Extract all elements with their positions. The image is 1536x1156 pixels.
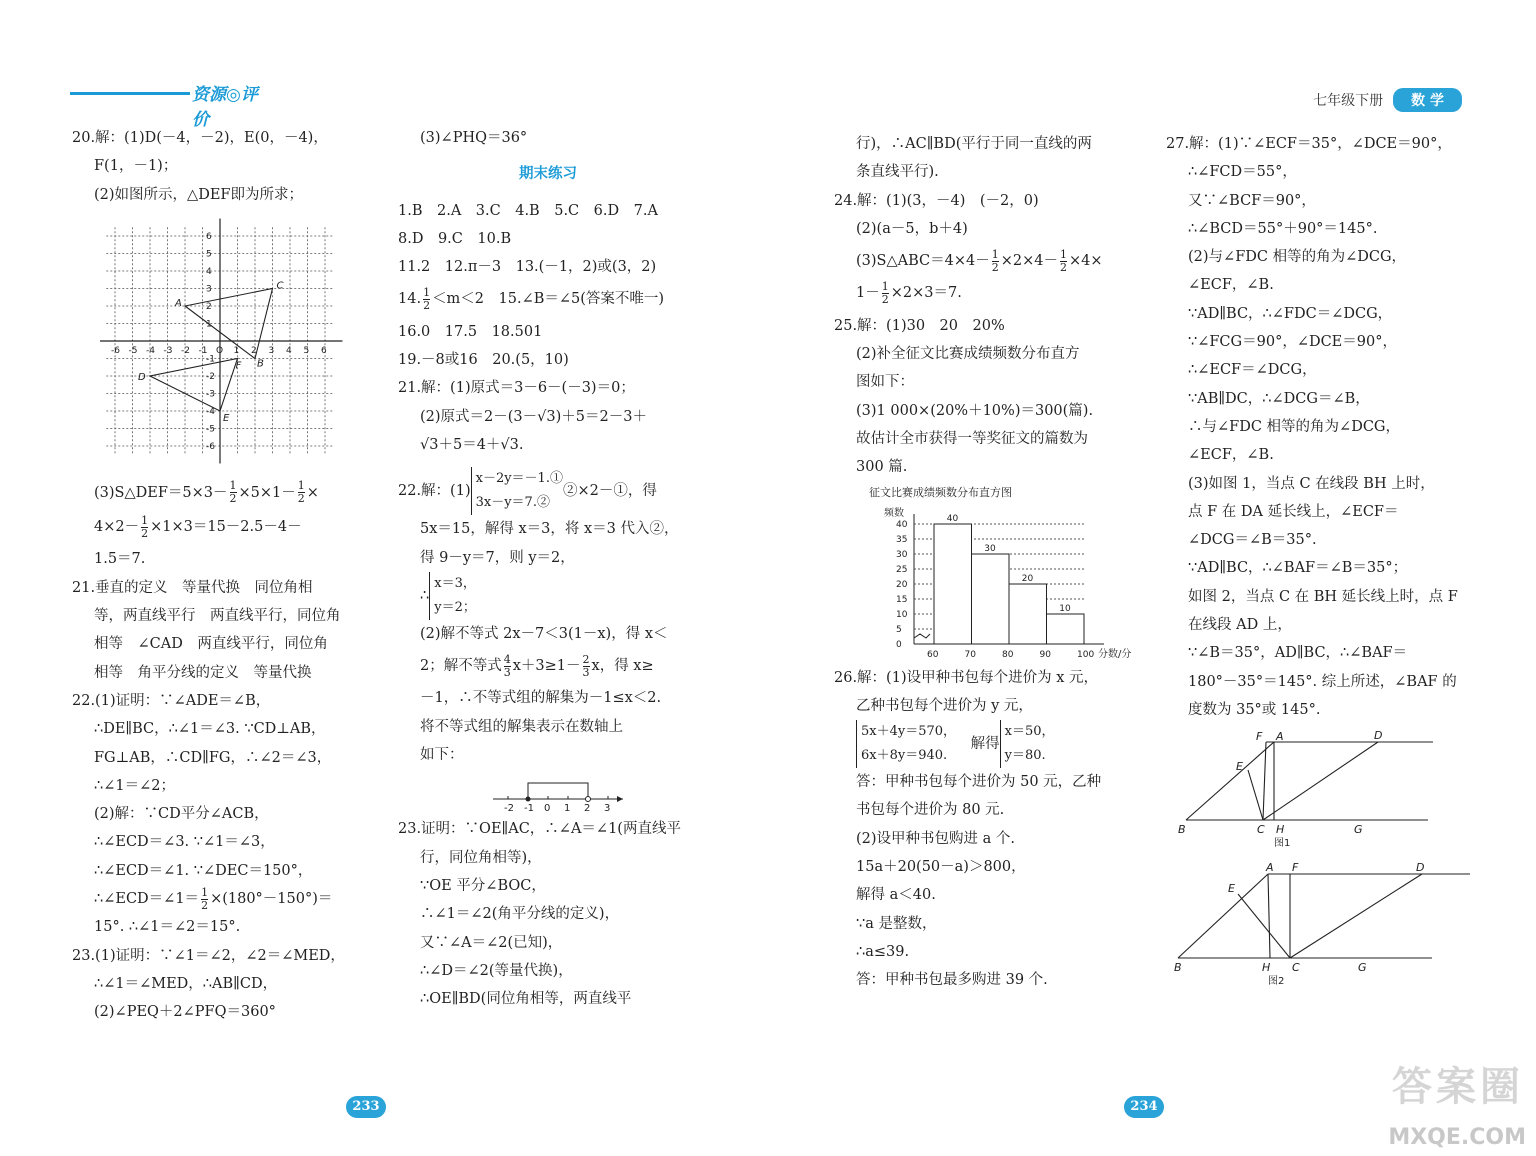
answers-line-8: (2)原式＝2－(3－√3)＋5＝2－3＋ <box>420 408 647 425</box>
left-column-1 <box>72 124 372 1027</box>
y-tick-label: 10 <box>896 609 908 620</box>
q20-part3-cont: 4×2－ $\frac{1}{2}$ ×1×3＝15－2.5－4－ <box>94 513 302 540</box>
answers-line-7: 21.解：(1)原式＝3－6－(－3)＝0； <box>398 380 635 397</box>
number-line-label: 0 <box>544 803 551 814</box>
y-tick-label: 4 <box>206 266 212 277</box>
number-line-label: -2 <box>504 803 514 814</box>
q26-line-4: 书包每个进价为 80 元. <box>856 802 1005 819</box>
q22b-line-5: －1，∴不等式组的解集为－1≤x＜2. <box>420 690 662 707</box>
q22-line-8: ∴∠ECD＝∠1＝ $\frac{1}{2}$ ×(180°－150°)＝ <box>94 885 333 912</box>
q26-line-7: 解得 a＜40. <box>856 887 936 904</box>
q27-line-10: ∵AB∥DC，∴∠DCG＝∠B， <box>1188 390 1370 407</box>
left-column-2 <box>398 124 698 1013</box>
solution-interval <box>528 783 588 799</box>
q27-line-20: 180°－35°＝145°. 综上所述，∠BAF 的 <box>1188 673 1457 690</box>
q24-line-2: (2)(a－5，b＋4) <box>856 220 968 237</box>
q22b-line-7: 如下： <box>420 747 464 764</box>
x-tick-label: -1 <box>198 345 208 356</box>
q27-line-18: 在线段 AD 上， <box>1188 617 1292 634</box>
subject-badge: 数 学 <box>1393 88 1462 112</box>
x-axis-label: 分数/分 <box>1098 648 1132 660</box>
segment-ec <box>1248 770 1263 820</box>
open-endpoint <box>586 797 591 802</box>
point-label-d: D <box>1374 729 1383 742</box>
segment-ah <box>1268 874 1270 958</box>
q27-line-1: 27.解：(1)∵∠ECF＝35°，∠DCE＝90°， <box>1166 136 1452 152</box>
page-number-right: 234 <box>1124 1096 1164 1118</box>
r-top-2: 条直线平行). <box>856 164 939 181</box>
q25-line-5: 故估计全市获得一等奖征文的篇数为 <box>856 430 1088 447</box>
segment-cd <box>1263 742 1378 820</box>
y-tick-label: 1 <box>206 319 212 330</box>
header-logo: 资源◎评价 <box>70 80 260 108</box>
y-tick-label: -3 <box>206 389 215 400</box>
chart-title: 征文比赛成绩频数分布直方图 <box>869 485 1012 499</box>
bar-value-label: 40 <box>946 513 959 524</box>
answers-line-1: 1.B 2.A 3.C 4.B 5.C 6.D 7.A <box>398 202 658 219</box>
section-title: 期末练习 <box>519 165 577 183</box>
q27-line-12: ∠ECF，∠B. <box>1188 447 1274 464</box>
coordinate-grid <box>100 213 370 473</box>
y-tick-label: 30 <box>896 549 908 560</box>
x-tick-label: 2 <box>251 345 257 356</box>
answers-line-2: 8.D 9.C 10.B <box>398 230 512 247</box>
q20-part3: (3)S△DEF＝5×3－ $\frac{1}{2}$ ×5×1－ $\frac{1}{2}$ × <box>94 479 319 506</box>
q23-line-3: (2)∠PEQ＋2∠PFQ＝360° <box>94 1004 276 1021</box>
q27-line-6: ∠ECF，∠B. <box>1188 277 1274 294</box>
point-label-c: C <box>276 280 284 292</box>
histogram-chart <box>864 484 1134 664</box>
q27-line-2: ∴∠FCD＝55°， <box>1188 164 1297 181</box>
q27-line-3: 又∵∠BCF＝90°， <box>1188 192 1316 209</box>
q27-line-4: ∴∠BCD＝55°＋90°＝145°. <box>1188 220 1378 237</box>
point-label-e: E <box>1228 882 1235 895</box>
y-tick-label: 3 <box>206 284 212 295</box>
watermark: MXQE.COM <box>1388 1125 1526 1150</box>
q22-line-3: FG⊥AB，∴CD∥FG，∴∠2＝∠3， <box>94 749 332 766</box>
q25-line-2: (2)补全征文比赛成绩频数分布直方 <box>856 346 1080 363</box>
q22-line-1: 22.(1)证明：∵∠ADE＝∠B， <box>72 692 271 709</box>
q24-line-4: 1－ $\frac{1}{2}$ ×2×3＝7. <box>856 279 962 306</box>
x-tick-label: 5 <box>303 345 310 356</box>
x-tick-label: 60 <box>927 649 939 660</box>
right-page <box>768 0 1536 1156</box>
number-line <box>488 773 628 813</box>
q22b-line-4: 2；解不等式 $\frac{4}{3}$ x＋3≥1－ $\frac{2}{3}$ x，得 x≥ <box>420 652 654 679</box>
histogram-bar <box>1047 614 1085 644</box>
x-tick-label: -6 <box>111 345 120 356</box>
number-line-label: 2 <box>584 803 591 814</box>
q27-line-5: (2)与∠FDC 相等的角为∠DCG， <box>1188 249 1407 266</box>
number-line-arrow <box>617 796 623 802</box>
y-tick-label: -2 <box>206 371 215 382</box>
y-tick-label: 5 <box>896 624 902 635</box>
y-tick-label: 0 <box>896 639 902 650</box>
point-label-b: B <box>257 358 264 370</box>
q22-line-2: ∴DE∥BC，∴∠1＝∠3. ∵CD⊥AB， <box>94 721 326 738</box>
answers-line-4: 14. $\frac{1}{2}$ ＜m＜2 15.∠B＝∠5(答案不唯一) <box>398 285 665 312</box>
segment-ba <box>1178 874 1268 958</box>
q21-line-1: 21.垂直的定义 等量代换 同位角相 <box>72 579 313 596</box>
q22-line-7: ∴∠ECD＝∠1. ∵∠DEC＝150°， <box>94 862 313 879</box>
x-tick-label: 90 <box>1039 649 1051 660</box>
q23b-line-7: ∴OE∥BD(同位角相等，两直线平 <box>420 991 632 1008</box>
q27-line-13: (3)如图 1，当点 C 在线段 BH 上时， <box>1188 475 1435 492</box>
q20-part3-end: 1.5＝7. <box>94 551 146 568</box>
right-column-2 <box>1166 130 1476 724</box>
q22b-line-6: 将不等式组的解集表示在数轴上 <box>420 718 623 735</box>
q27-line-11: ∴与∠FDC 相等的角为∠DCG， <box>1188 418 1400 435</box>
figure-2 <box>1172 858 1482 988</box>
y-tick-label: -6 <box>206 441 215 452</box>
q23-part3: (3)∠PHQ＝36° <box>420 130 528 146</box>
bar-value-label: 20 <box>1021 573 1034 584</box>
point-label-f: F <box>235 360 242 372</box>
x-tick-label: -4 <box>146 345 155 356</box>
x-tick-label: 70 <box>964 649 976 660</box>
point-label-g: G <box>1354 823 1363 836</box>
q27-line-9: ∴∠ECF＝∠DCG， <box>1188 362 1317 379</box>
q22-line-9: 15°. ∴∠1＝∠2＝15°. <box>94 919 241 936</box>
number-line-label: 1 <box>564 803 571 814</box>
q27-line-8: ∵∠FCG＝90°，∠DCE＝90°， <box>1188 334 1397 351</box>
x-tick-label: -3 <box>163 345 173 356</box>
q27-line-19: ∵∠B＝35°，AD∥BC，∴∠BAF＝ <box>1188 645 1408 662</box>
q26-line-2: 乙种书包每个进价为 y 元， <box>856 697 1033 714</box>
q22b-solution: ∴ x＝3， y＝2； <box>398 572 698 620</box>
q27-line-21: 度数为 35°或 145°. <box>1188 701 1321 718</box>
x-tick-label: 80 <box>1002 649 1014 660</box>
point-label-d: D <box>138 371 146 383</box>
y-tick-label: -4 <box>206 406 215 417</box>
bar-value-label: 10 <box>1059 603 1071 614</box>
q26-line-6: 15a＋20(50－a)＞800， <box>856 859 1026 876</box>
triangle-def <box>150 358 238 411</box>
segment-ba <box>1186 742 1274 820</box>
point-label-a: A <box>1276 730 1284 743</box>
point-label-c: C <box>1257 823 1265 836</box>
point-label-a: A <box>175 297 182 309</box>
x-tick-label: 3 <box>268 345 275 356</box>
q22-line-6: ∴∠ECD＝∠3. ∵∠1＝∠3， <box>94 834 275 851</box>
q27-line-14: 点 F 在 DA 延长线上，∠ECF＝ <box>1188 503 1399 520</box>
point-label-e: E <box>223 412 230 424</box>
q22-line-4: ∴∠1＝∠2； <box>94 777 175 794</box>
point-label-h: H <box>1262 961 1271 974</box>
answers-line-5: 16.0 17.5 18.501 <box>398 323 543 340</box>
figure-1 <box>1178 728 1478 848</box>
y-tick-label: 40 <box>896 519 908 530</box>
x-tick-label: 100 <box>1077 649 1095 660</box>
q26-line-8: ∵a 是整数， <box>856 915 937 932</box>
segment-ec <box>1238 894 1290 958</box>
q23-line-1: 23.(1)证明：∵∠1＝∠2，∠2＝∠MED， <box>72 947 345 964</box>
q23b-line-5: 又∵∠A＝∠2(已知)， <box>420 934 563 951</box>
q22-line-5: (2)解：∵CD平分∠ACB， <box>94 806 269 823</box>
q27-line-17: 如图 2，当点 C 在 BH 延长线上时，点 F <box>1188 588 1458 605</box>
y-tick-label: -1 <box>206 354 215 365</box>
q25-line-1: 25.解：(1)30 20 20% <box>834 317 1005 334</box>
q27-line-15: ∠DCG＝∠B＝35°. <box>1188 532 1317 549</box>
y-tick-label: 2 <box>206 301 212 312</box>
q25-line-3: 图如下： <box>856 374 914 391</box>
q26-line-10: 答：甲种书包最多购进 39 个. <box>856 972 1048 989</box>
answers-line-3: 11.2 12.π－3 13.(－1，2)或(3，2) <box>398 259 657 276</box>
q26-line-3: 答：甲种书包每个进价为 50 元，乙种 <box>856 774 1102 791</box>
point-label-b: B <box>1174 961 1182 974</box>
answers-line-6: 19.－8或16 20.(5，10) <box>398 352 569 369</box>
q20-line-3: (2)如图所示，△DEF即为所求； <box>94 186 303 203</box>
bar-value-label: 30 <box>984 543 996 554</box>
y-axis-label: 频数 <box>884 507 904 519</box>
q20-line-2: F(1，－1)； <box>94 158 178 175</box>
q26-line-5: (2)设甲种书包购进 a 个. <box>856 830 1016 847</box>
q23b-line-6: ∴∠D＝∠2(等量代换)， <box>420 962 573 979</box>
watermark-cn: 答案圈 <box>1392 1064 1524 1110</box>
header-right <box>1313 88 1462 112</box>
q22b-line-2: 得 9－y＝7，则 y＝2， <box>420 549 575 566</box>
right-column-1 <box>834 130 1144 995</box>
x-tick-label: -2 <box>181 345 190 356</box>
number-line-label: 3 <box>604 803 611 814</box>
point-label-c: C <box>1292 961 1300 974</box>
figure-caption: 图2 <box>1268 976 1285 987</box>
q21-line-2: 等，两直线平行 两直线平行，同位角 <box>94 608 341 625</box>
q26-line-9: ∴a≤39. <box>856 943 910 960</box>
closed-endpoint <box>526 797 531 802</box>
point-label-h: H <box>1276 823 1285 836</box>
q21-line-3: 相等 ∠CAD 两直线平行，同位角 <box>94 636 328 653</box>
segment-cd <box>1290 874 1422 958</box>
y-tick-label: 15 <box>896 594 908 605</box>
segment-fc <box>1263 742 1266 820</box>
x-tick-label: O <box>216 345 224 356</box>
histogram-bar <box>934 524 972 644</box>
histogram-bar <box>1009 584 1047 644</box>
histogram-bar <box>972 554 1010 644</box>
q22b-line-3: (2)解不等式 2x－7＜3(1－x)，得 x＜ <box>420 625 668 642</box>
y-tick-label: 6 <box>206 231 212 242</box>
r-top-1: 行)，∴AC∥BD(平行于同一直线的两 <box>856 136 1092 152</box>
x-tick-label: -5 <box>128 345 138 356</box>
y-tick-label: -5 <box>206 424 215 435</box>
y-tick-label: 25 <box>896 564 908 575</box>
page-number-left: 233 <box>346 1096 386 1118</box>
point-label-a: A <box>1266 861 1274 874</box>
x-tick-label: 4 <box>286 345 292 356</box>
y-tick-label: 35 <box>896 534 908 545</box>
q24-line-1: 24.解：(1)(3，－4) (－2，0) <box>834 192 1039 209</box>
point-label-g: G <box>1358 961 1367 974</box>
q22b-system: 22.解：(1) x－2y＝－1.① 3x－y＝7.② ②×2－①，得 <box>398 467 698 515</box>
q25-line-4: (3)1 000×(20%＋10%)＝300(篇). <box>856 402 1094 419</box>
q20-line-1: 20.解：(1)D(－4，－2)，E(0，－4)， <box>72 130 328 146</box>
q23b-line-4: ∴∠1＝∠2(角平分线的定义)， <box>420 906 620 923</box>
q25-line-6: 300 篇. <box>856 459 908 476</box>
x-tick-label: 1 <box>233 345 240 356</box>
number-line-label: -1 <box>524 803 534 814</box>
y-tick-label: 5 <box>206 249 212 260</box>
point-label-d: D <box>1416 861 1425 874</box>
point-label-f: F <box>1256 730 1263 743</box>
point-label-b: B <box>1178 823 1186 836</box>
grade-label: 七年级下册 <box>1313 93 1384 109</box>
figure-caption: 图1 <box>1274 838 1291 848</box>
x-tick-label: 6 <box>321 345 327 356</box>
y-tick-label: 20 <box>896 579 908 590</box>
point-label-f: F <box>1292 861 1299 874</box>
q23-line-2: ∴∠1＝∠MED，∴AB∥CD， <box>94 975 278 992</box>
q23b-line-2: 行，同位角相等)， <box>420 849 542 866</box>
q22b-line-1: 5x＝15，解得 x＝3，将 x＝3 代入②， <box>420 521 679 538</box>
q21-line-4: 相等 角平分线的定义 等量代换 <box>94 664 312 681</box>
q23b-line-1: 23.证明：∵OE∥AC，∴∠A＝∠1(两直线平 <box>398 821 681 838</box>
q27-line-7: ∵AD∥BC，∴∠FDC＝∠DCG， <box>1188 305 1393 322</box>
q26-system: 5x＋4y＝570， 6x＋8y＝940. 解得 x＝50， y＝80. <box>834 720 1144 768</box>
answers-line-9: √3＋5＝4＋√3. <box>420 436 524 453</box>
q26-line-1: 26.解：(1)设甲种书包每个进价为 x 元， <box>834 669 1098 686</box>
q24-line-3: (3)S△ABC＝4×4－ $\frac{1}{2}$ ×2×4－ $\frac{1}{2}$ ×4× <box>856 247 1103 274</box>
axis-break <box>914 634 930 638</box>
q23b-line-3: ∵OE 平分∠BOC， <box>420 877 546 894</box>
point-label-e: E <box>1236 760 1243 773</box>
q27-line-16: ∵AD∥BC，∴∠BAF＝∠B＝35°； <box>1188 560 1408 577</box>
